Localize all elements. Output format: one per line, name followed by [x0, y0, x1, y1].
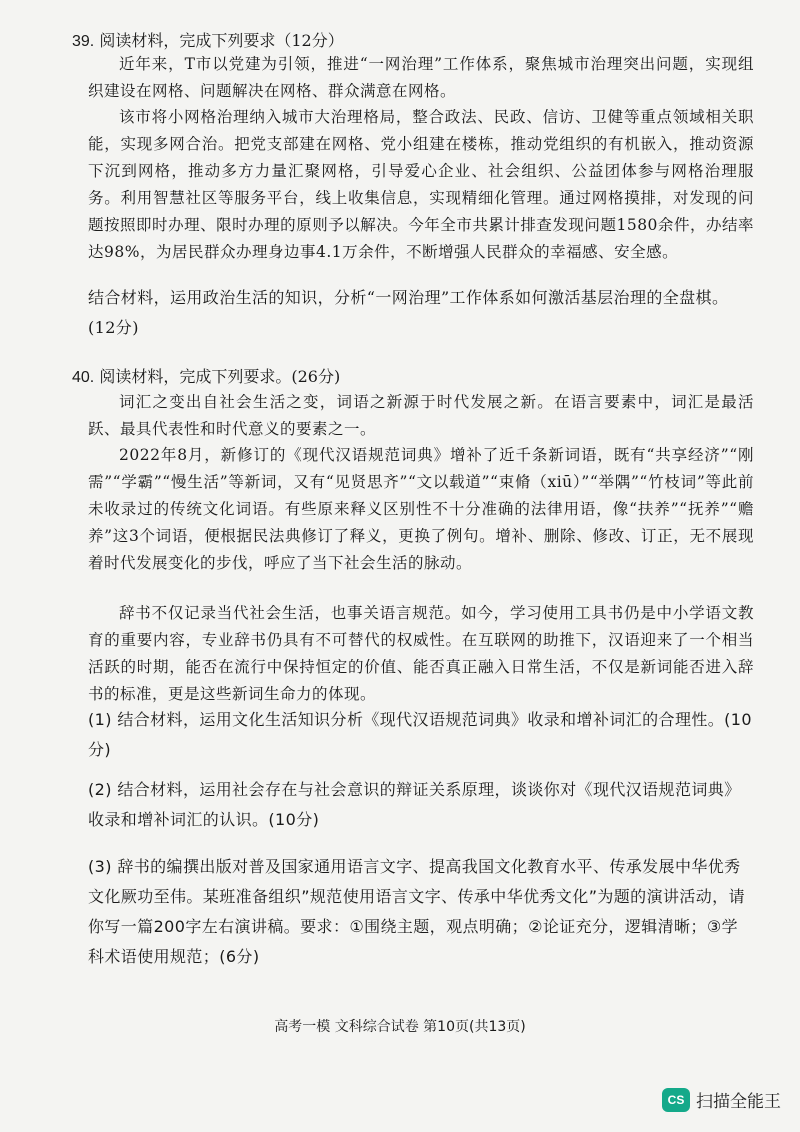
question-39-paragraph-1: 近年来，T市以党建为引领，推进“一网治理”工作体系，聚焦城市治理突出问题，实现组织建设在网格、问题解决在网格、群众满意在网格。	[88, 55, 754, 100]
question-39-task: 结合材料，运用政治生活的知识，分析“一网治理”工作体系如何激活基层治理的全盘棋。(12分)	[88, 288, 729, 337]
question-40-number: 40.	[72, 369, 95, 386]
watermark-text: 扫描全能王	[696, 1092, 781, 1112]
question-39-instruction: 阅读材料，完成下列要求（12分）	[99, 31, 344, 50]
question-40-paragraph-3: 辞书不仅记录当代社会生活，也事关语言规范。如今，学习使用工具书仍是中小学语文教育的重要内容，专业辞书仍具有不可替代的权威性。在互联网的助推下，汉语迎来了一个相当活跃的时期，能否在流行中保持恒定的价值、能否真正融入日常生活，不仅是新词能否进入辞书的标准，更是这些新词生命力的体现。	[88, 604, 754, 703]
scanner-watermark	[662, 1087, 781, 1112]
question-40-task-3: (3) 辞书的编撰出版对普及国家通用语言文字、提高我国文化教育水平、传承发展中华优秀文化厥功至伟。某班准备组织”规范使用语言文字、传承中华优秀文化”为题的演讲活动，请你写一篇200字左右演讲稿。要求：①围绕主题，观点明确；②论证充分，逻辑清晰；③学科术语使用规范；(6分)	[88, 857, 745, 966]
question-40-task-2: (2) 结合材料，运用社会存在与社会意识的辩证关系原理，谈谈你对《现代汉语规范词典》收录和增补词汇的认识。(10分)	[88, 780, 741, 829]
question-40-instruction: 阅读材料，完成下列要求。(26分)	[99, 367, 341, 386]
question-40-header	[72, 366, 340, 389]
question-40-paragraph-2: 2022年8月，新修订的《现代汉语规范词典》增补了近千条新词语，既有“共享经济”“刚需”“学霸”“慢生活”等新词，又有“见贤思齐”“文以载道”“束脩（xiū）”“举隅”“竹枝词”等此前未收录过的传统文化词语。有些原来释义区别性不十分准确的法律用语，像“扶养”“抚养”“赡养”这3个词语，便根据民法典修订了释义，更换了例句。增补、删除、修改、订正，无不展现着时代发展变化的步伐，呼应了当下社会生活的脉动。	[88, 446, 754, 572]
question-40-paragraph-1: 词汇之变出自社会生活之变，词语之新源于时代发展之新。在语言要素中，词汇是最活跃、最具代表性和时代意义的要素之一。	[88, 393, 754, 438]
question-40-task-1: (1) 结合材料，运用文化生活知识分析《现代汉语规范词典》收录和增补词汇的合理性。(10分)	[88, 710, 752, 759]
question-39-header	[72, 30, 344, 53]
page-footer: 高考一模 文科综合试卷 第10页(共13页)	[274, 1019, 526, 1035]
question-39-number: 39.	[72, 33, 95, 50]
question-39-paragraph-2: 该市将小网格治理纳入城市大治理格局，整合政法、民政、信访、卫健等重点领域相关职能，实现多网合治。把党支部建在网格、党小组建在楼栋，推动党组织的有机嵌入，推动资源下沉到网格，推动多方力量汇聚网格，引导爱心企业、社会组织、公益团体参与网格治理服务。利用智慧社区等服务平台，线上收集信息，实现精细化管理。通过网格摸排，对发现的问题按照即时办理、限时办理的原则予以解决。今年全市共累计排查发现问题1580余件，办结率达98%，为居民群众办理身边事4.1万余件，不断增强人民群众的幸福感、安全感。	[88, 108, 754, 261]
camscanner-logo-icon: CS	[662, 1088, 690, 1112]
